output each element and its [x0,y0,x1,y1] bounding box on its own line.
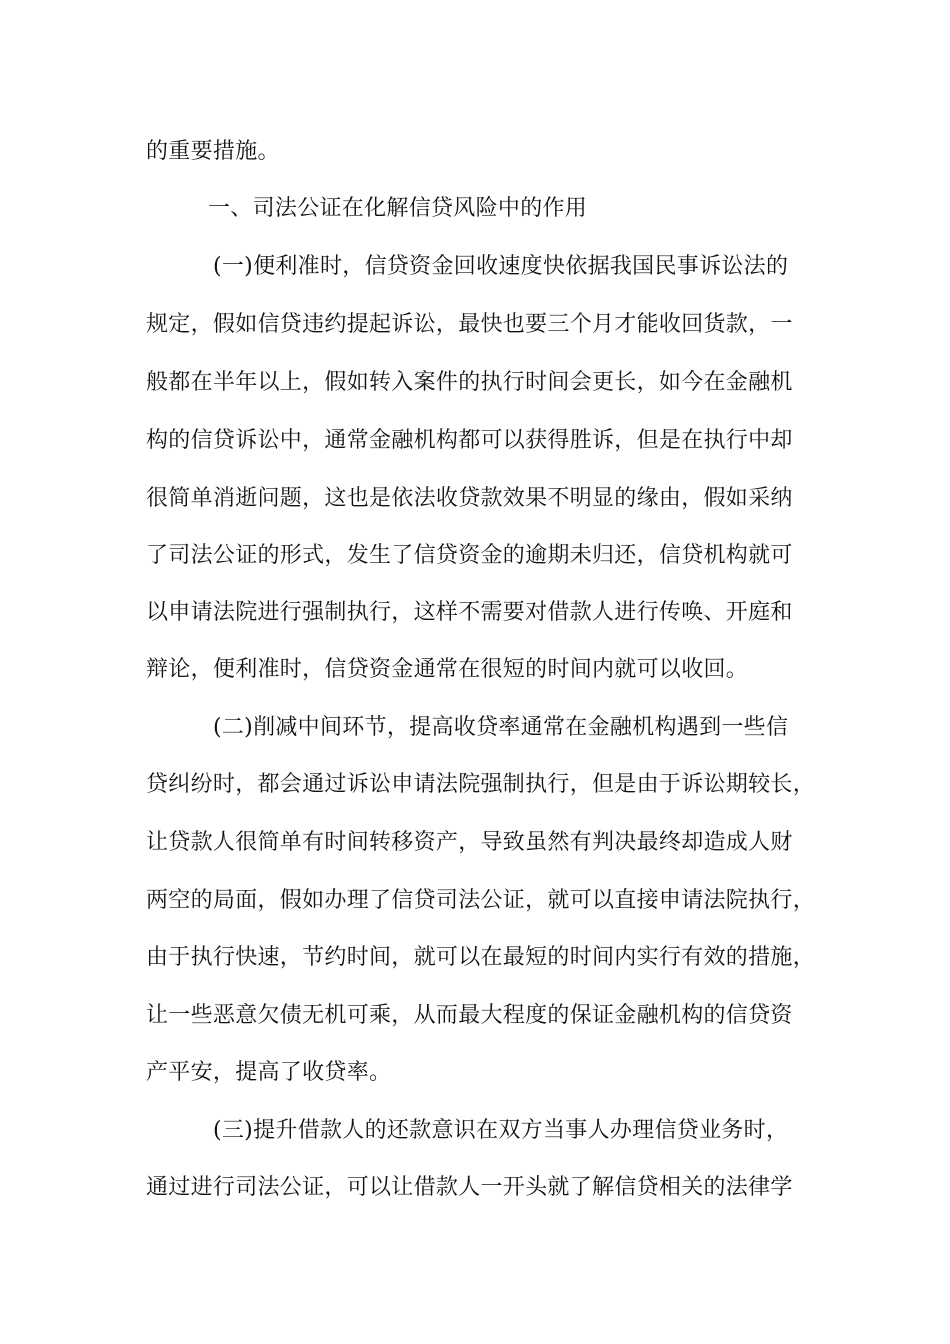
text-line: 两空的局面，假如办理了信贷司法公证，就可以直接申请法院执行， [146,888,816,913]
text-line: 产平安，提高了收贷率。 [146,1060,392,1085]
text-line: 通过进行司法公证，可以让借款人一开头就了解信贷相关的法律学 [146,1175,793,1200]
text-line: 让一些恶意欠债无机可乘，从而最大程度的保证金融机构的信贷资 [146,1003,793,1028]
subsection-heading-3: (三)提升借款人的还款意识在双方当事人办理信贷业务时， [213,1118,789,1143]
subsection-heading-2: (二)削减中间环节，提高收贷率通常在金融机构遇到一些信 [213,715,789,740]
text-line: 的重要措施。 [146,139,280,164]
subsection-heading-1: (一)便利准时，信贷资金回收速度快依据我国民事诉讼法的 [213,254,789,279]
text-line: 贷纠纷时，都会通过诉讼申请法院强制执行，但是由于诉讼期较长， [146,772,816,797]
text-line: 让贷款人很简单有时间转移资产，导致虽然有判决最终却造成人财 [146,830,793,855]
text-line: 辩论，便利准时，信贷资金通常在很短的时间内就可以收回。 [146,657,749,682]
text-line: 了司法公证的形式，发生了信贷资金的逾期未归还，信贷机构就可 [146,543,793,568]
text-line: 很简单消逝问题，这也是依法收贷款效果不明显的缘由，假如采纳 [146,486,793,511]
section-heading: 一、司法公证在化解信贷风险中的作用 [208,196,588,221]
text-line: 以申请法院进行强制执行，这样不需要对借款人进行传唤、开庭和 [146,600,793,625]
text-line: 构的信贷诉讼中，通常金融机构都可以获得胜诉，但是在执行中却 [146,428,793,453]
text-line: 般都在半年以上，假如转入案件的执行时间会更长，如今在金融机 [146,370,793,395]
text-line: 规定，假如信贷违约提起诉讼，最快也要三个月才能收回货款，一 [146,312,793,337]
text-line: 由于执行快速，节约时间，就可以在最短的时间内实行有效的措施， [146,945,816,970]
